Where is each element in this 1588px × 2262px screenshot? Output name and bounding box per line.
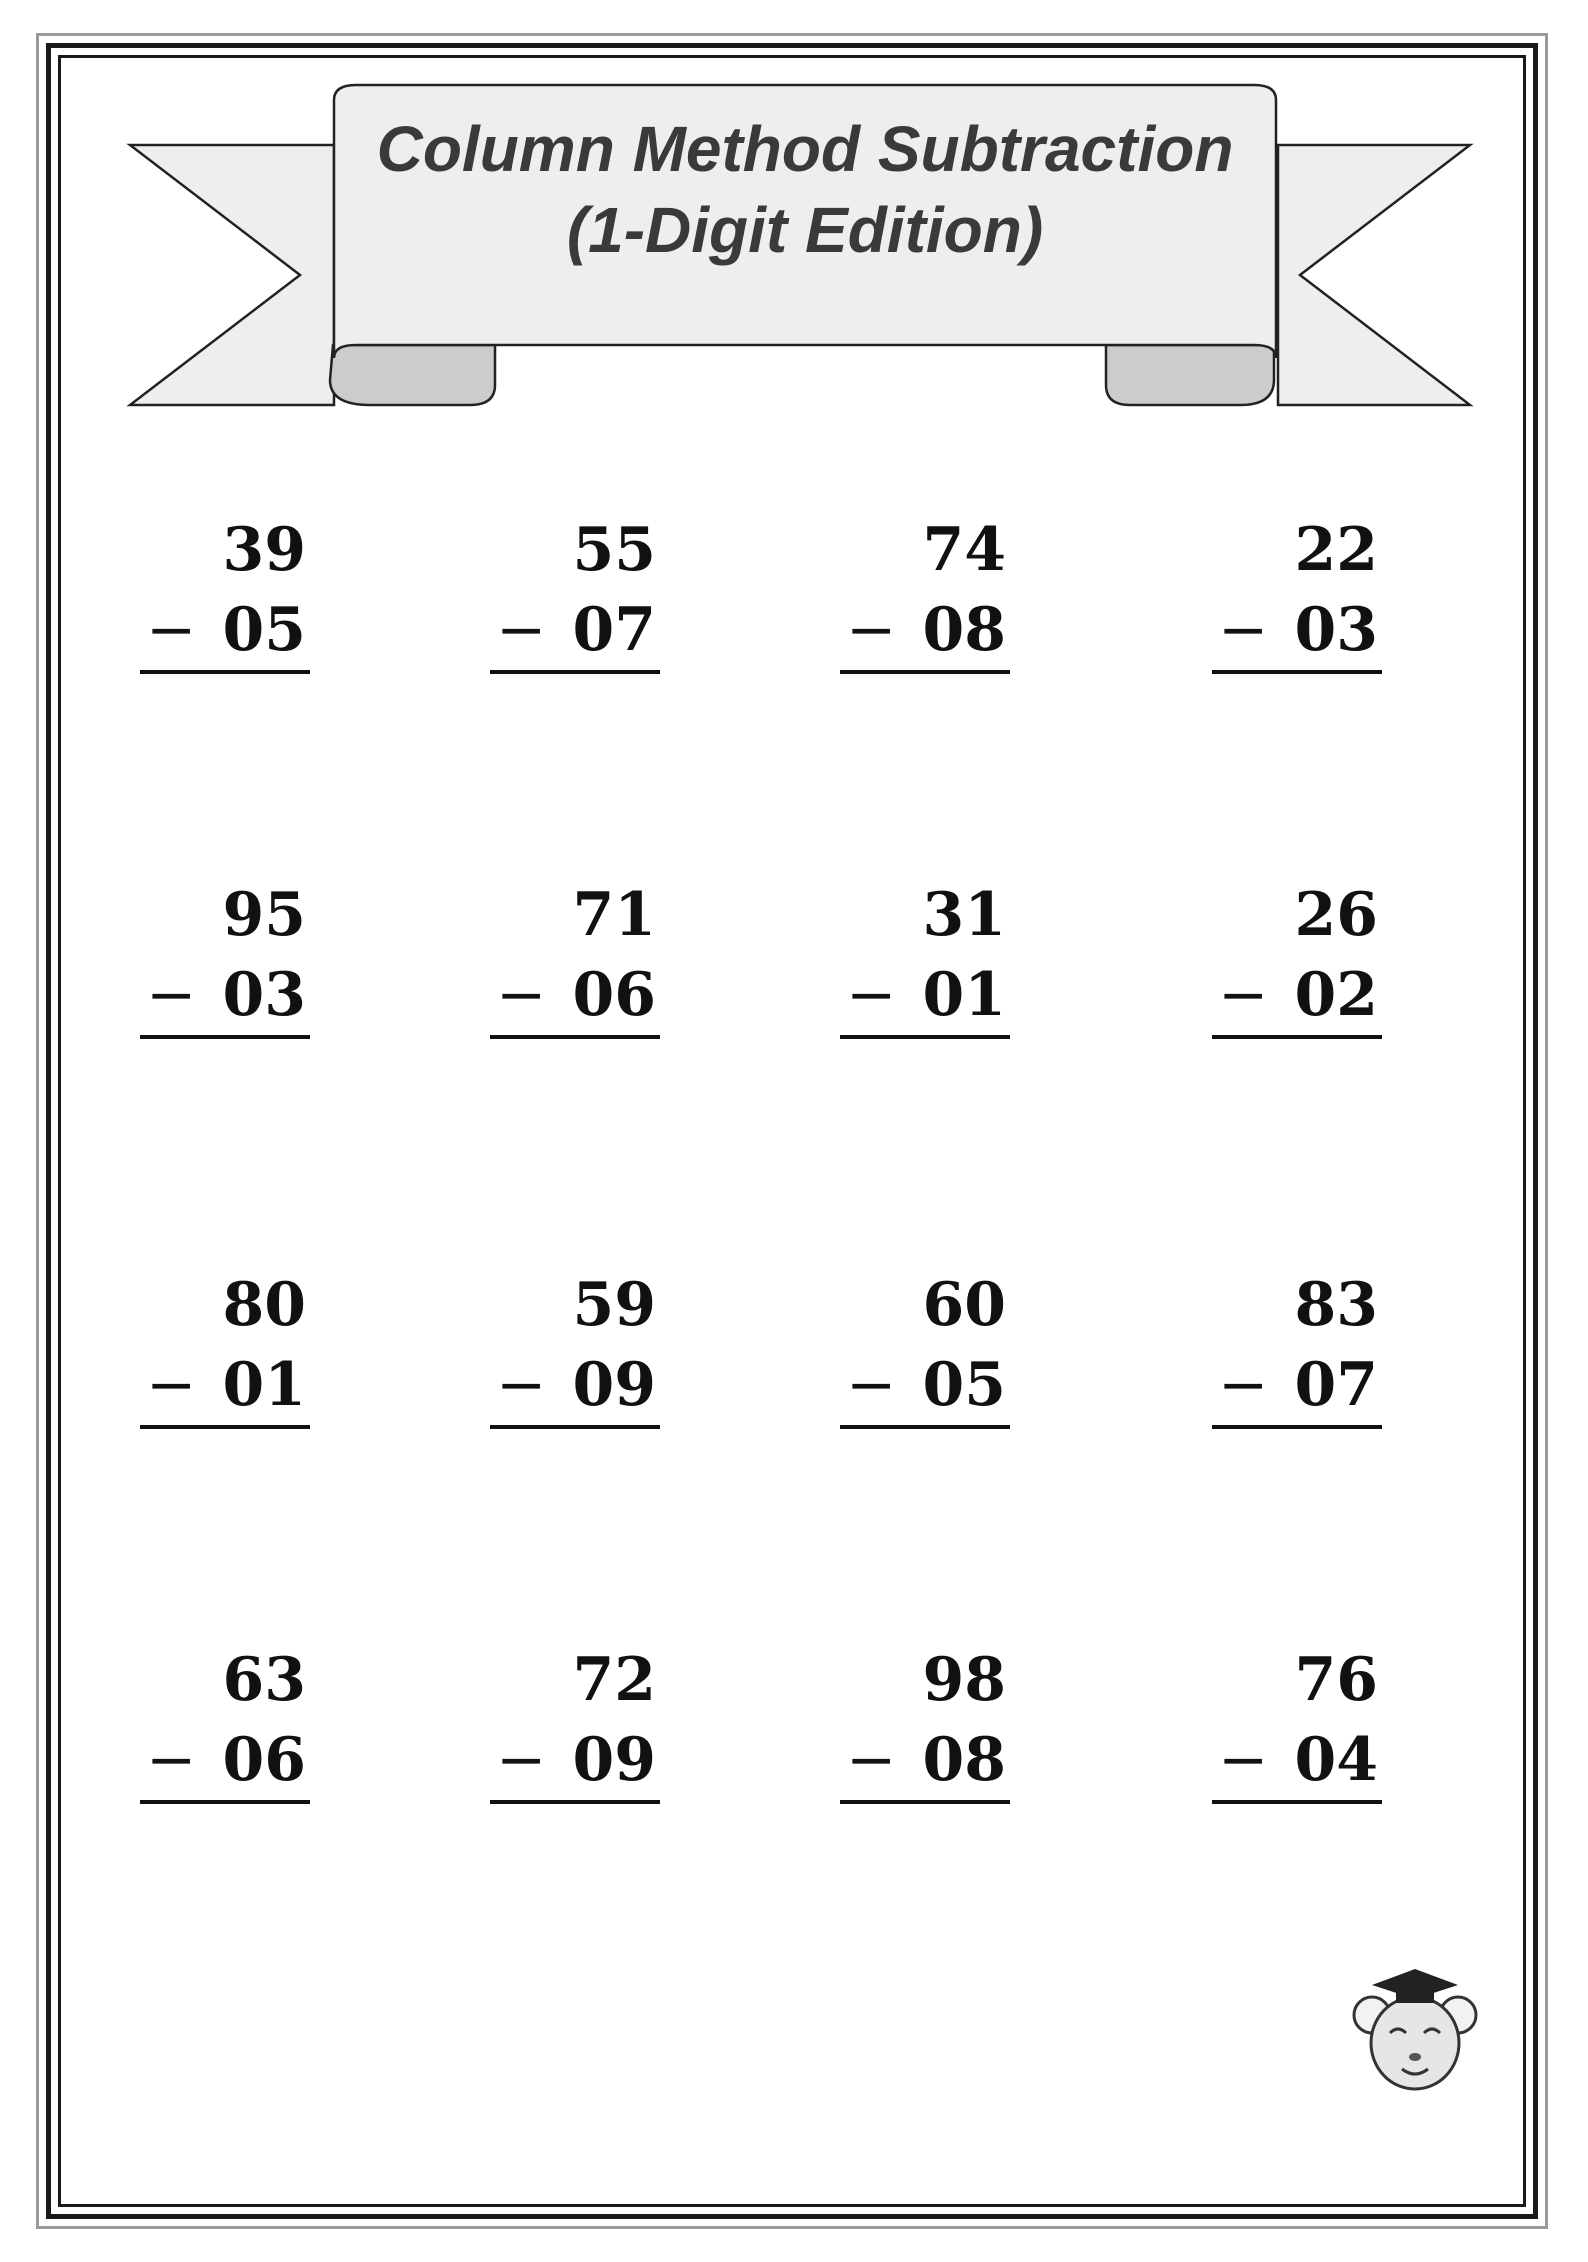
minus-sign: −	[1218, 960, 1269, 1030]
subtraction-problem	[1212, 1265, 1382, 1429]
subtrahend-row	[140, 955, 310, 1039]
subtraction-problem	[1212, 1640, 1382, 1804]
minus-sign: −	[846, 595, 897, 665]
subtrahend: 07	[1294, 1350, 1378, 1420]
minuend: 71	[572, 880, 656, 950]
subtraction-problem	[140, 1265, 310, 1429]
subtrahend-row	[490, 1720, 660, 1804]
minuend: 76	[1294, 1645, 1378, 1715]
subtrahend-row	[840, 1720, 1010, 1804]
subtrahend: 04	[1294, 1725, 1378, 1795]
minus-sign: −	[496, 1350, 547, 1420]
minus-sign: −	[846, 1350, 897, 1420]
worksheet-title: Column Method Subtraction	[376, 113, 1234, 185]
subtrahend-row	[840, 590, 1010, 674]
minus-sign: −	[1218, 1725, 1269, 1795]
subtrahend: 07	[572, 595, 656, 665]
minus-sign: −	[146, 595, 197, 665]
subtrahend: 01	[922, 960, 1006, 1030]
minus-sign: −	[1218, 595, 1269, 665]
subtrahend: 09	[572, 1350, 656, 1420]
minus-sign: −	[146, 1350, 197, 1420]
subtraction-problem	[840, 1265, 1010, 1429]
subtraction-problem	[140, 875, 310, 1039]
minuend: 55	[572, 515, 656, 585]
subtraction-problem	[840, 1640, 1010, 1804]
subtraction-problem	[840, 510, 1010, 674]
subtrahend: 06	[222, 1725, 306, 1795]
minuend: 72	[572, 1645, 656, 1715]
subtrahend-row	[490, 1345, 660, 1429]
subtrahend: 08	[922, 595, 1006, 665]
subtrahend-row	[490, 955, 660, 1039]
subtrahend-row	[840, 1345, 1010, 1429]
minus-sign: −	[846, 960, 897, 1030]
minuend: 26	[1294, 880, 1378, 950]
minus-sign: −	[146, 960, 197, 1030]
subtrahend-row	[840, 955, 1010, 1039]
subtraction-problem	[140, 510, 310, 674]
subtrahend-row	[1212, 1720, 1382, 1804]
subtrahend: 09	[572, 1725, 656, 1795]
subtraction-problem	[490, 1265, 660, 1429]
subtrahend: 03	[222, 960, 306, 1030]
subtrahend-row	[1212, 955, 1382, 1039]
graduate-mouse-icon	[1350, 1965, 1480, 2095]
subtrahend-row	[1212, 590, 1382, 674]
minuend: 83	[1294, 1270, 1378, 1340]
subtrahend-row	[490, 590, 660, 674]
minuend: 98	[922, 1645, 1006, 1715]
subtrahend-row	[140, 590, 310, 674]
subtrahend-row	[140, 1720, 310, 1804]
subtrahend: 03	[1294, 595, 1378, 665]
minuend: 60	[922, 1270, 1006, 1340]
subtrahend: 08	[922, 1725, 1006, 1795]
subtraction-problem	[140, 1640, 310, 1804]
minuend: 74	[922, 515, 1006, 585]
minus-sign: −	[496, 960, 547, 1030]
minuend: 31	[922, 880, 1006, 950]
subtraction-problem	[840, 875, 1010, 1039]
subtraction-problem	[490, 510, 660, 674]
minuend: 22	[1294, 515, 1378, 585]
minus-sign: −	[146, 1725, 197, 1795]
worksheet-subtitle: (1-Digit Edition)	[566, 194, 1044, 266]
subtrahend: 01	[222, 1350, 306, 1420]
subtraction-problem	[490, 1640, 660, 1804]
minus-sign: −	[846, 1725, 897, 1795]
subtraction-problem	[490, 875, 660, 1039]
minuend: 95	[222, 880, 306, 950]
subtraction-problem	[1212, 875, 1382, 1039]
minus-sign: −	[496, 1725, 547, 1795]
subtraction-problem	[1212, 510, 1382, 674]
minuend: 39	[222, 515, 306, 585]
subtrahend-row	[140, 1345, 310, 1429]
minuend: 80	[222, 1270, 306, 1340]
subtrahend: 05	[222, 595, 306, 665]
minuend: 59	[572, 1270, 656, 1340]
subtrahend-row	[1212, 1345, 1382, 1429]
minus-sign: −	[496, 595, 547, 665]
subtrahend: 06	[572, 960, 656, 1030]
minuend: 63	[222, 1645, 306, 1715]
minus-sign: −	[1218, 1350, 1269, 1420]
subtrahend: 05	[922, 1350, 1006, 1420]
subtrahend: 02	[1294, 960, 1378, 1030]
